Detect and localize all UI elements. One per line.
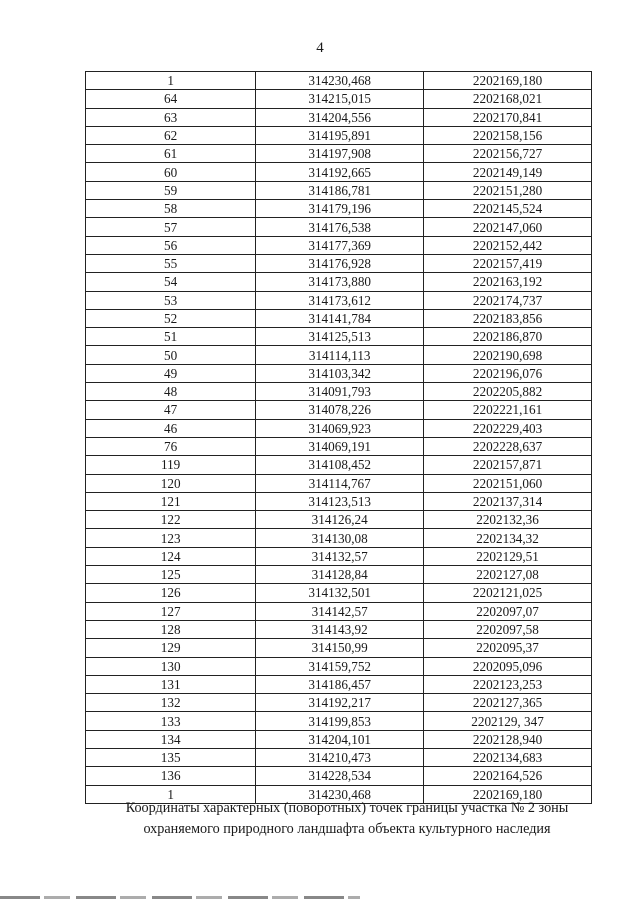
point-number-cell: 123 [86,529,256,547]
table-row [86,364,592,382]
y-coordinate-cell: 2202163,192 [424,273,592,291]
x-coordinate-cell: 314069,923 [256,419,424,437]
point-number-cell: 132 [86,694,256,712]
y-coordinate-cell: 2202152,442 [424,236,592,254]
caption-line-2: охраняемого природного ландшафта объекта культурного наследия [143,821,551,837]
coordinates-table [85,71,592,804]
table-row [86,273,592,291]
point-number-cell: 134 [86,730,256,748]
point-number-cell: 121 [86,492,256,510]
point-number-cell: 120 [86,474,256,492]
x-coordinate-cell: 314199,853 [256,712,424,730]
point-number-cell: 47 [86,401,256,419]
table-row [86,200,592,218]
table-row [86,547,592,565]
point-number-cell: 119 [86,456,256,474]
section-caption [0,798,640,840]
x-coordinate-cell: 314215,015 [256,90,424,108]
table-row [86,620,592,638]
y-coordinate-cell: 2202183,856 [424,309,592,327]
point-number-cell: 54 [86,273,256,291]
x-coordinate-cell: 314141,784 [256,309,424,327]
x-coordinate-cell: 314143,92 [256,620,424,638]
y-coordinate-cell: 2202169,180 [424,785,592,803]
table-row [86,511,592,529]
x-coordinate-cell: 314179,196 [256,200,424,218]
point-number-cell: 49 [86,364,256,382]
table-row [86,383,592,401]
point-number-cell: 135 [86,748,256,766]
point-number-cell: 1 [86,72,256,90]
x-coordinate-cell: 314204,101 [256,730,424,748]
y-coordinate-cell: 2202151,060 [424,474,592,492]
x-coordinate-cell: 314078,226 [256,401,424,419]
x-coordinate-cell: 314128,84 [256,566,424,584]
table-row [86,163,592,181]
table-row [86,456,592,474]
x-coordinate-cell: 314132,57 [256,547,424,565]
point-number-cell: 50 [86,346,256,364]
y-coordinate-cell: 2202129,51 [424,547,592,565]
y-coordinate-cell: 2202170,841 [424,108,592,126]
table-row [86,657,592,675]
point-number-cell: 46 [86,419,256,437]
y-coordinate-cell: 2202127,08 [424,566,592,584]
table-row [86,730,592,748]
y-coordinate-cell: 2202168,021 [424,90,592,108]
point-number-cell: 125 [86,566,256,584]
point-number-cell: 55 [86,254,256,272]
table-row [86,694,592,712]
x-coordinate-cell: 314197,908 [256,145,424,163]
table-row [86,254,592,272]
y-coordinate-cell: 2202095,37 [424,639,592,657]
x-coordinate-cell: 314186,457 [256,675,424,693]
table-row [86,602,592,620]
x-coordinate-cell: 314091,793 [256,383,424,401]
page-number: 4 [316,40,324,56]
y-coordinate-cell: 2202149,149 [424,163,592,181]
y-coordinate-cell: 2202097,58 [424,620,592,638]
point-number-cell: 59 [86,181,256,199]
y-coordinate-cell: 2202128,940 [424,730,592,748]
table-row [86,218,592,236]
coordinates-table-body [86,72,592,804]
y-coordinate-cell: 2202228,637 [424,437,592,455]
table-row [86,474,592,492]
point-number-cell: 56 [86,236,256,254]
x-coordinate-cell: 314173,880 [256,273,424,291]
point-number-cell: 60 [86,163,256,181]
y-coordinate-cell: 2202137,314 [424,492,592,510]
y-coordinate-cell: 2202147,060 [424,218,592,236]
point-number-cell: 76 [86,437,256,455]
x-coordinate-cell: 314230,468 [256,785,424,803]
table-row [86,291,592,309]
table-row [86,72,592,90]
point-number-cell: 129 [86,639,256,657]
point-number-cell: 122 [86,511,256,529]
y-coordinate-cell: 2202097,07 [424,602,592,620]
x-coordinate-cell: 314195,891 [256,126,424,144]
table-row [86,437,592,455]
x-coordinate-cell: 314210,473 [256,748,424,766]
x-coordinate-cell: 314126,24 [256,511,424,529]
y-coordinate-cell: 2202190,698 [424,346,592,364]
y-coordinate-cell: 2202221,161 [424,401,592,419]
point-number-cell: 51 [86,328,256,346]
point-number-cell: 53 [86,291,256,309]
table-row [86,529,592,547]
table-row [86,328,592,346]
table-row [86,145,592,163]
point-number-cell: 57 [86,218,256,236]
table-row [86,126,592,144]
y-coordinate-cell: 2202158,156 [424,126,592,144]
y-coordinate-cell: 2202134,32 [424,529,592,547]
point-number-cell: 128 [86,620,256,638]
x-coordinate-cell: 314114,113 [256,346,424,364]
table-row [86,419,592,437]
table-row [86,346,592,364]
x-coordinate-cell: 314132,501 [256,584,424,602]
y-coordinate-cell: 2202157,419 [424,254,592,272]
y-coordinate-cell: 2202164,526 [424,767,592,785]
x-coordinate-cell: 314228,534 [256,767,424,785]
y-coordinate-cell: 2202174,737 [424,291,592,309]
x-coordinate-cell: 314123,513 [256,492,424,510]
point-number-cell: 52 [86,309,256,327]
y-coordinate-cell: 2202095,096 [424,657,592,675]
x-coordinate-cell: 314114,767 [256,474,424,492]
x-coordinate-cell: 314204,556 [256,108,424,126]
y-coordinate-cell: 2202145,524 [424,200,592,218]
y-coordinate-cell: 2202229,403 [424,419,592,437]
table-row [86,584,592,602]
table-row [86,712,592,730]
point-number-cell: 136 [86,767,256,785]
point-number-cell: 63 [86,108,256,126]
x-coordinate-cell: 314192,217 [256,694,424,712]
point-number-cell: 1 [86,785,256,803]
table-row [86,675,592,693]
x-coordinate-cell: 314192,665 [256,163,424,181]
x-coordinate-cell: 314108,452 [256,456,424,474]
table-row [86,236,592,254]
x-coordinate-cell: 314150,99 [256,639,424,657]
point-number-cell: 127 [86,602,256,620]
caption-line-1: Координаты характерных (поворотных) точек границы участка № 2 зоны [125,800,569,816]
x-coordinate-cell: 314103,342 [256,364,424,382]
y-coordinate-cell: 2202205,882 [424,383,592,401]
x-coordinate-cell: 314186,781 [256,181,424,199]
point-number-cell: 62 [86,126,256,144]
point-number-cell: 124 [86,547,256,565]
table-row [86,492,592,510]
y-coordinate-cell: 2202127,365 [424,694,592,712]
table-row [86,401,592,419]
point-number-cell: 126 [86,584,256,602]
x-coordinate-cell: 314130,08 [256,529,424,547]
x-coordinate-cell: 314176,538 [256,218,424,236]
x-coordinate-cell: 314230,468 [256,72,424,90]
table-row [86,181,592,199]
table-row [86,90,592,108]
point-number-cell: 58 [86,200,256,218]
point-number-cell: 48 [86,383,256,401]
point-number-cell: 61 [86,145,256,163]
x-coordinate-cell: 314177,369 [256,236,424,254]
x-coordinate-cell: 314173,612 [256,291,424,309]
y-coordinate-cell: 2202169,180 [424,72,592,90]
x-coordinate-cell: 314142,57 [256,602,424,620]
y-coordinate-cell: 2202134,683 [424,748,592,766]
y-coordinate-cell: 2202129, 347 [424,712,592,730]
x-coordinate-cell: 314159,752 [256,657,424,675]
scan-artifact-line [0,896,360,899]
y-coordinate-cell: 2202132,36 [424,511,592,529]
table-row [86,309,592,327]
table-row [86,108,592,126]
x-coordinate-cell: 314125,513 [256,328,424,346]
point-number-cell: 133 [86,712,256,730]
y-coordinate-cell: 2202186,870 [424,328,592,346]
x-coordinate-cell: 314069,191 [256,437,424,455]
table-row [86,566,592,584]
point-number-cell: 131 [86,675,256,693]
y-coordinate-cell: 2202151,280 [424,181,592,199]
table-row [86,639,592,657]
y-coordinate-cell: 2202121,025 [424,584,592,602]
y-coordinate-cell: 2202196,076 [424,364,592,382]
y-coordinate-cell: 2202157,871 [424,456,592,474]
x-coordinate-cell: 314176,928 [256,254,424,272]
table-row [86,748,592,766]
y-coordinate-cell: 2202123,253 [424,675,592,693]
table-row [86,767,592,785]
point-number-cell: 130 [86,657,256,675]
y-coordinate-cell: 2202156,727 [424,145,592,163]
point-number-cell: 64 [86,90,256,108]
